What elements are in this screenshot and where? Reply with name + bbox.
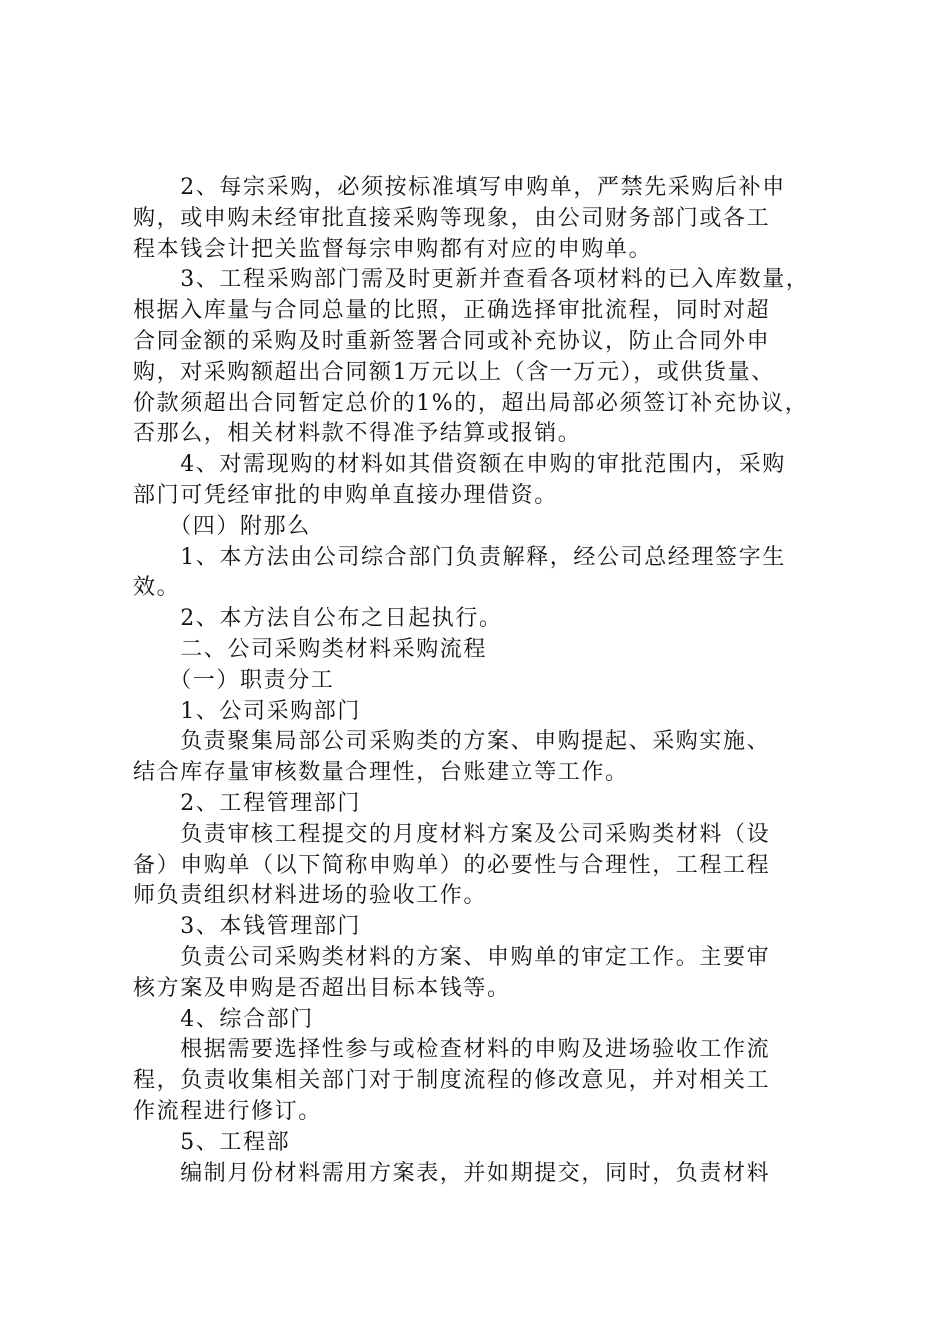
- section-heading: （四）附那么: [133, 513, 311, 539]
- text-line: 负责公司采购类材料的方案、申购单的审定工作。主要审: [133, 944, 771, 970]
- text-line: 合同金额的采购及时重新签署合同或补充协议，防止合同外申: [133, 328, 771, 354]
- text-line: 购，或申购未经审批直接采购等现象，由公司财务部门或各工: [133, 205, 771, 231]
- subsection-heading: 4、综合部门: [133, 1006, 314, 1032]
- text-line: 作流程进行修订。: [133, 1098, 322, 1124]
- text-line: 师负责组织材料进场的验收工作。: [133, 883, 488, 909]
- text-line: 负责聚集局部公司采购类的方案、申购提起、采购实施、: [133, 729, 771, 755]
- text-line: 效。: [133, 575, 181, 601]
- text-line: 核方案及申购是否超出目标本钱等。: [133, 975, 511, 1001]
- section-heading: （一）职责分工: [133, 667, 335, 693]
- text-line: 2、本方法自公布之日起执行。: [133, 606, 503, 632]
- section-heading: 二、公司采购类材料采购流程: [133, 636, 488, 662]
- text-line: 程，负责收集相关部门对于制度流程的修改意见，并对相关工: [133, 1068, 771, 1094]
- text-line: 结合库存量审核数量合理性，台账建立等工作。: [133, 760, 629, 786]
- text-line: 1、本方法由公司综合部门负责解释，经公司总经理签字生: [133, 544, 786, 570]
- text-line: 负责审核工程提交的月度材料方案及公司采购类材料（设: [133, 821, 771, 847]
- text-line: 根据需要选择性参与或检查材料的申购及进场验收工作流: [133, 1037, 771, 1063]
- subsection-heading: 2、工程管理部门: [133, 790, 361, 816]
- text-line: 3、工程采购部门需及时更新并查看各项材料的已入库数量，: [133, 267, 810, 293]
- subsection-heading: 1、公司采购部门: [133, 698, 361, 724]
- text-line: 编制月份材料需用方案表，并如期提交，同时，负责材料: [133, 1160, 771, 1186]
- document-body: [133, 173, 853, 1189]
- text-line: 否那么，相关材料款不得准予结算或报销。: [133, 421, 582, 447]
- text-line: 价款须超出合同暂定总价的1%的，超出局部必须签订补充协议，: [133, 390, 809, 416]
- text-line: 4、对需现购的材料如其借资额在申购的审批范围内，采购: [133, 452, 786, 478]
- text-line: 根据入库量与合同总量的比照，正确选择审批流程，同时对超: [133, 298, 771, 324]
- text-line: 备）申购单（以下简称申购单）的必要性与合理性，工程工程: [133, 852, 771, 878]
- subsection-heading: 5、工程部: [133, 1129, 291, 1155]
- subsection-heading: 3、本钱管理部门: [133, 914, 361, 940]
- text-line: 程本钱会计把关监督每宗申购都有对应的申购单。: [133, 236, 653, 262]
- text-line: 购，对采购额超出合同额1万元以上（含一万元），或供货量、: [133, 359, 775, 385]
- text-line: 部门可凭经审批的申购单直接办理借资。: [133, 482, 558, 508]
- text-line: 2、每宗采购，必须按标准填写申购单，严禁先采购后补申: [133, 175, 786, 200]
